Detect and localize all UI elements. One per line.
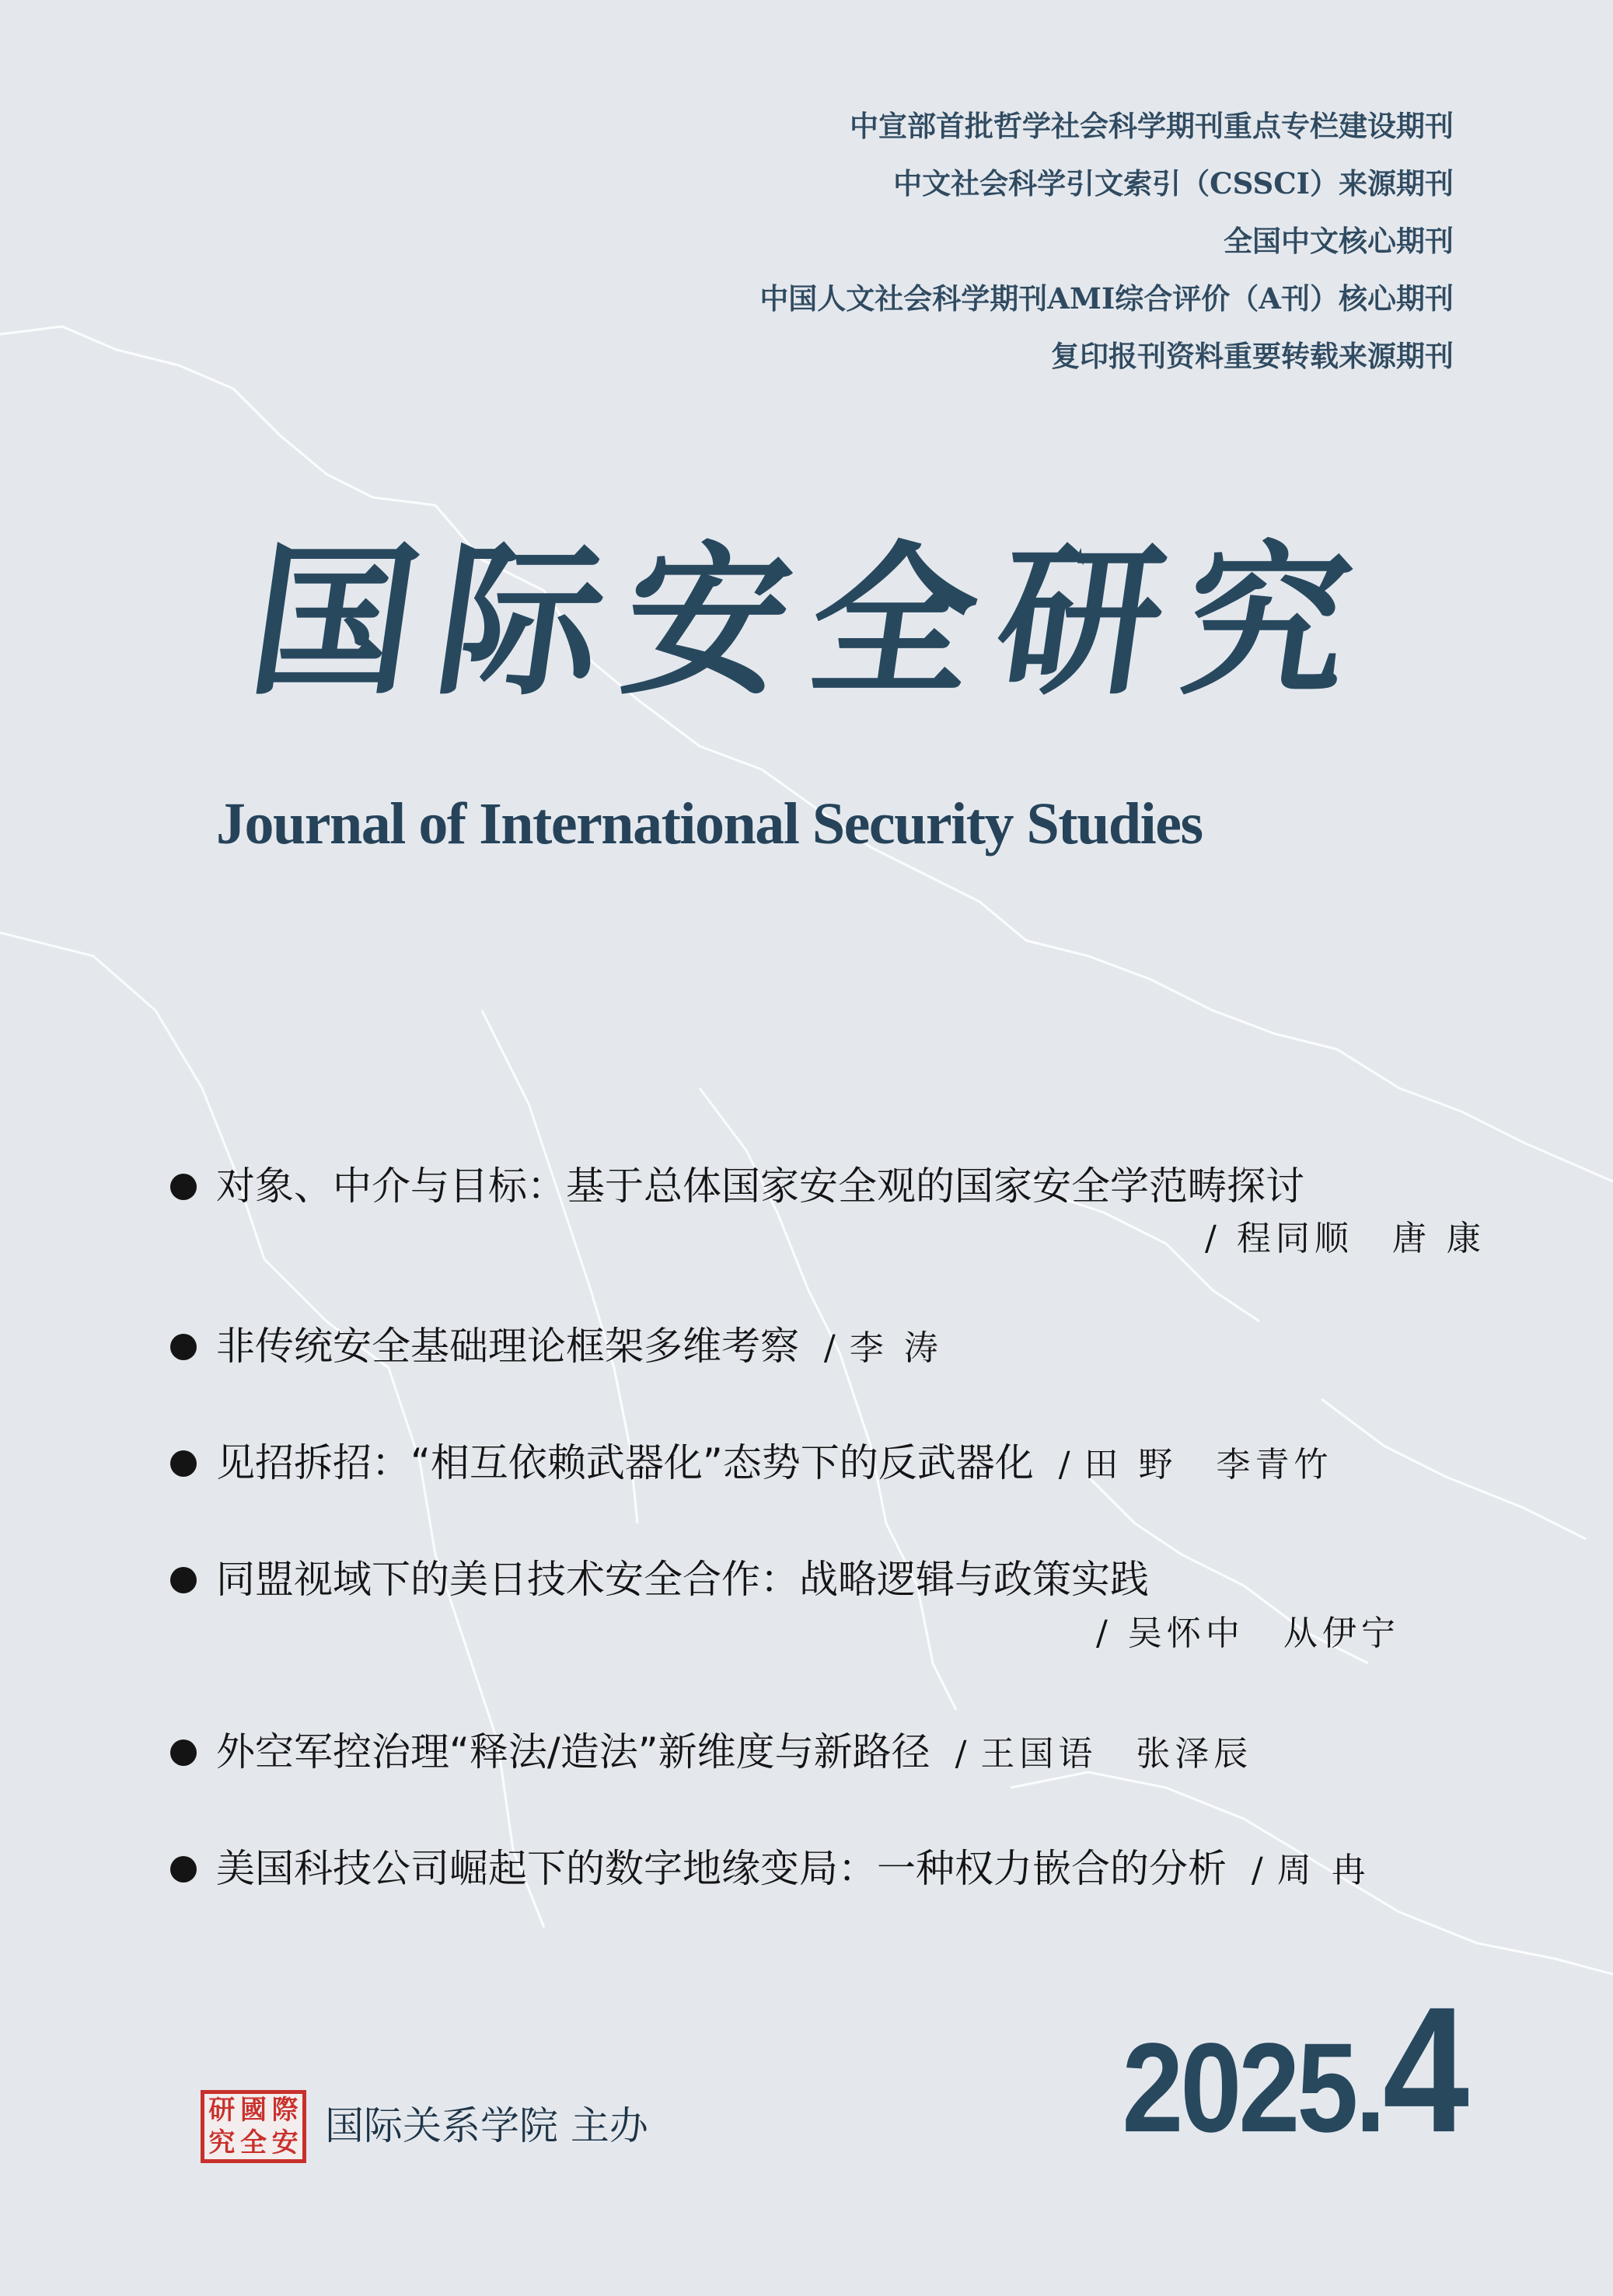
author-slash: / [1205, 1219, 1221, 1258]
author-slash: / [1251, 1851, 1268, 1890]
article-title: 非传统安全基础理论框架多维考察 [216, 1324, 799, 1369]
author-slash: / [955, 1734, 972, 1774]
article-authors [1096, 1609, 1400, 1659]
institute-seal-icon [201, 2090, 306, 2163]
seal-char: 研 [208, 2095, 236, 2126]
author-names: 周 冉 [1276, 1851, 1370, 1890]
indexing-line: 中文社会科学引文索引（CSSCI）来源期刊 [893, 166, 1454, 201]
article-item[interactable] [216, 1555, 1149, 1604]
bullet-icon [170, 1739, 197, 1766]
indexing-line: 中宣部首批哲学社会科学期刊重点专栏建设期刊 [850, 109, 1454, 143]
seal-char: 安 [271, 2127, 299, 2158]
article-item[interactable] [216, 1321, 943, 1373]
author-slash: / [823, 1328, 840, 1368]
author-names: 王国语 张泽辰 [980, 1734, 1253, 1774]
article-item[interactable] [216, 1438, 1333, 1490]
publisher-label: 国际关系学院 主办 [325, 2103, 648, 2148]
issue-number [1122, 1972, 1469, 2226]
bullet-icon [170, 1174, 197, 1200]
journal-title-chinese: 国际安全研究 [239, 525, 1386, 717]
bullet-icon [170, 1334, 197, 1360]
article-title: 美国科技公司崛起下的数字地缘变局：一种权力嵌合的分析 [216, 1846, 1227, 1891]
article-item[interactable] [216, 1844, 1370, 1896]
article-title: 见招拆招：“相互依赖武器化”态势下的反武器化 [216, 1440, 1034, 1485]
author-names: 李 涛 [849, 1328, 943, 1368]
issue-no: 4 [1382, 1970, 1469, 2170]
bullet-icon [170, 1856, 197, 1883]
indexing-line: 复印报刊资料重要转载来源期刊 [1051, 339, 1454, 373]
seal-char: 國 [239, 2095, 267, 2126]
author-slash: / [1058, 1445, 1075, 1485]
seal-char: 際 [271, 2095, 299, 2126]
seal-char: 究 [208, 2127, 236, 2158]
indexing-line: 全国中文核心期刊 [1224, 224, 1454, 258]
bullet-icon [170, 1450, 197, 1477]
article-title: 外空军控治理“释法/造法”新维度与新路径 [216, 1729, 930, 1774]
author-slash: / [1096, 1614, 1112, 1653]
issue-year: 2025. [1122, 2016, 1383, 2159]
journal-title-english: Journal of International Security Studies [216, 791, 1203, 857]
indexing-line: 中国人文社会科学期刊AMI综合评价（A刊）核心期刊 [759, 281, 1454, 316]
bullet-icon [170, 1567, 197, 1593]
article-item[interactable] [216, 1727, 1252, 1779]
author-names: 田 野 李青竹 [1084, 1445, 1333, 1485]
article-title: 对象、中介与目标：基于总体国家安全观的国家安全学范畴探讨 [216, 1164, 1304, 1209]
article-item[interactable] [216, 1161, 1304, 1211]
article-authors [1205, 1214, 1486, 1264]
author-names: 程同顺 唐 康 [1236, 1219, 1486, 1258]
seal-char: 全 [239, 2127, 267, 2158]
article-title: 同盟视域下的美日技术安全合作：战略逻辑与政策实践 [216, 1557, 1149, 1602]
author-names: 吴怀中 从伊宁 [1127, 1614, 1400, 1653]
